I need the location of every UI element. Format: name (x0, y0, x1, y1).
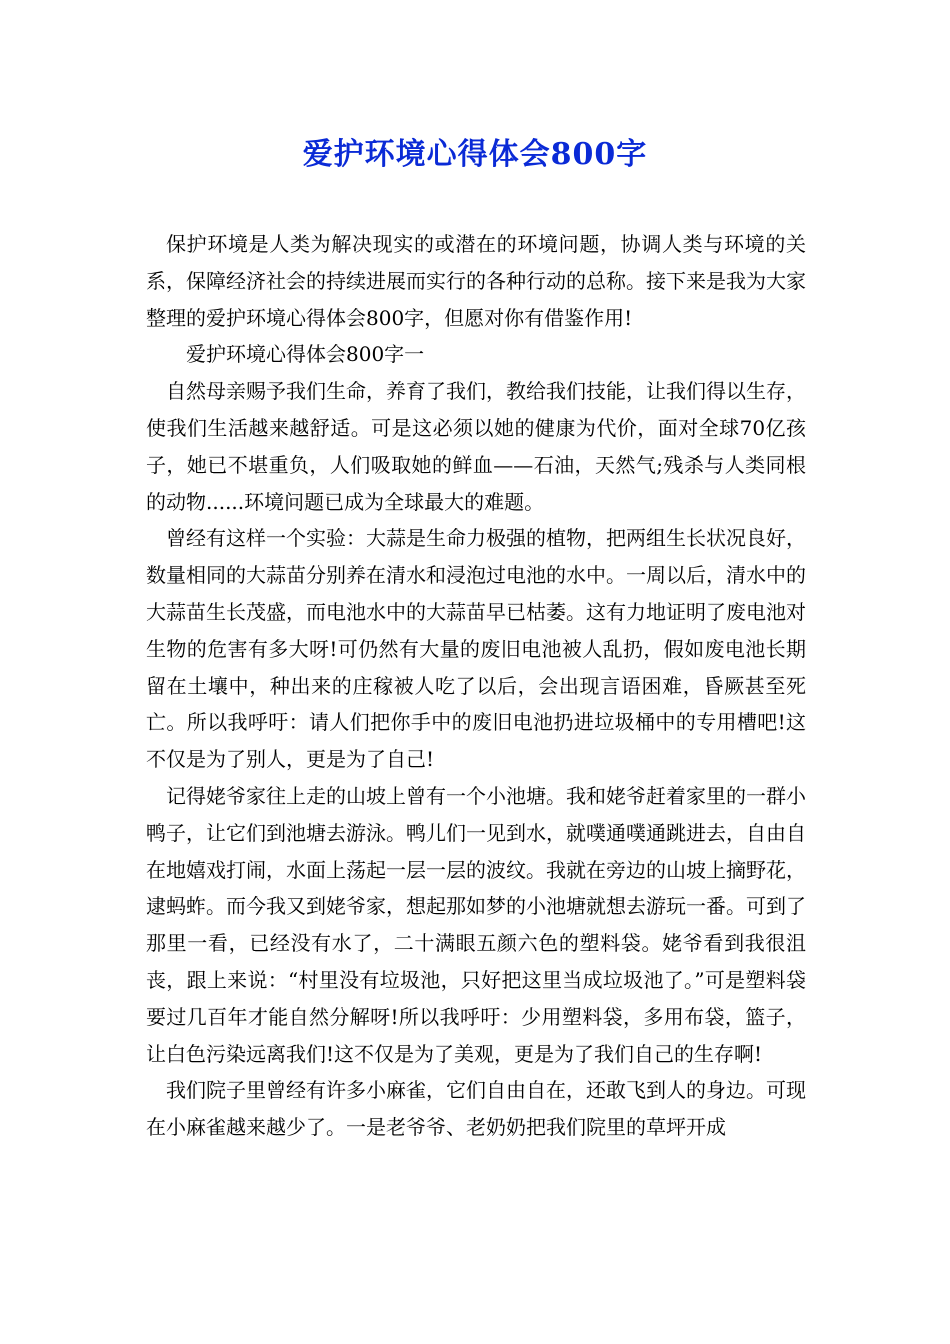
section-heading: 爱护环境心得体会800字一 (186, 342, 425, 367)
document-title: 爱护环境心得体会800字 (302, 137, 648, 172)
paragraph-sparrows: 我们院子里曾经有许多小麻雀，它们自由自在，还敢飞到人的身边。可现在小麻雀越来越少了。一是老爷爷、老奶奶把我们院里的草坪开成 (146, 1078, 806, 1140)
paragraph-pond: 记得姥爷家往上走的山坡上曾有一个小池塘。我和姥爷赶着家里的一群小鸭子，让它们到池塘去游泳。鸭儿们一见到水，就噗通噗通跳进去，自由自在地嬉戏打闹，水面上荡起一层一层的波纹。我就在旁边的山坡上摘野花，逮蚂蚱。而今我又到姥爷家，想起那如梦的小池塘就想去游玩一番。可到了那里一看，已经没有水了，二十满眼五颜六色的塑料袋。姥爷看到我很沮丧，跟上来说：“村里没有垃圾池，只好把这里当成垃圾池了。”可是塑料袋要过几百年才能自然分解呀!所以我呼吁：少用塑料袋，多用布袋，篮子，让白色污染远离我们!这不仅是为了美观，更是为了我们自己的生存啊! (146, 783, 806, 1066)
paragraph-intro: 保护环境是人类为解决现实的或潜在的环境问题，协调人类与环境的关系，保障经济社会的持续进展而实行的各种行动的总称。接下来是我为大家整理的爱护环境心得体会800字，但愿对你有借鉴作用! (146, 232, 806, 330)
paragraph-nature: 自然母亲赐予我们生命，养育了我们，教给我们技能，让我们得以生存，使我们生活越来越舒适。可是这必须以她的健康为代价，面对全球70亿孩子，她已不堪重负，人们吸取她的鲜血——石油，天然气;残杀与人类同根的动物......环境问题已成为全球最大的难题。 (146, 379, 806, 514)
document-body (146, 226, 806, 1146)
paragraph-experiment: 曾经有这样一个实验：大蒜是生命力极强的植物，把两组生长状况良好，数量相同的大蒜苗分别养在清水和浸泡过电池的水中。一周以后，清水中的大蒜苗生长茂盛，而电池水中的大蒜苗早已枯萎。这有力地证明了废电池对生物的危害有多大呀!可仍然有大量的废旧电池被人乱扔，假如废电池长期留在土壤中，种出来的庄稼被人吃了以后，会出现言语困难，昏厥甚至死亡。所以我呼吁：请人们把你手中的废旧电池扔进垃圾桶中的专用槽吧!这不仅是为了别人，更是为了自己! (146, 526, 806, 772)
